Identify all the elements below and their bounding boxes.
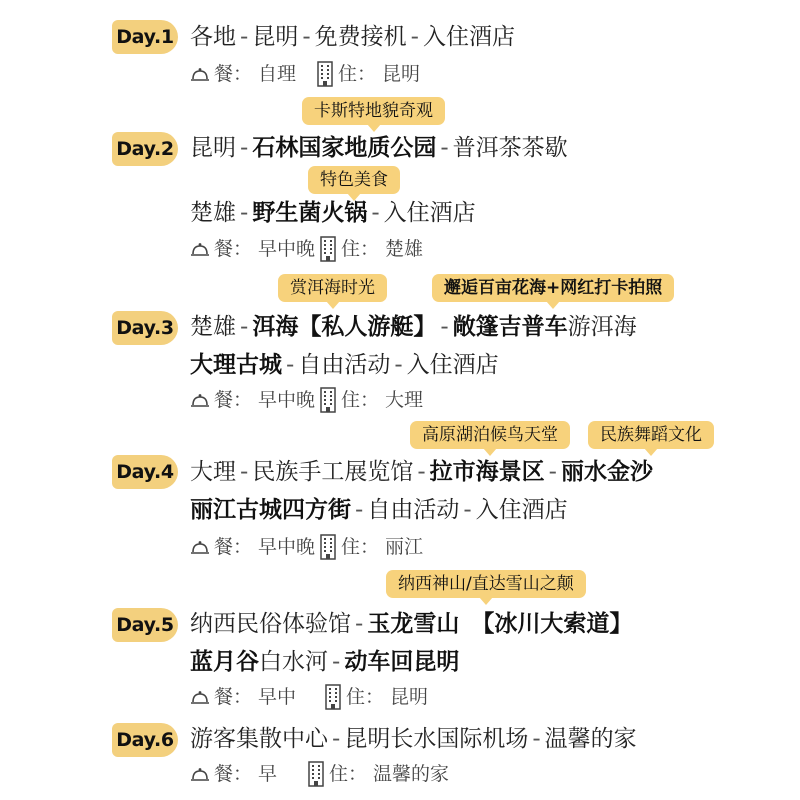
- day-2-route-1: [190, 132, 568, 164]
- route-separator: -: [371, 200, 380, 226]
- route-separator: -: [440, 135, 449, 161]
- day-1-route: [190, 21, 515, 53]
- day-5-tag-snow-mountain: 纳西神山/直达雪山之颠: [386, 570, 586, 598]
- route-stop: 纳西民俗体验馆: [190, 611, 351, 637]
- meal-label: 餐：: [214, 536, 253, 558]
- building-icon: [319, 387, 337, 413]
- stay-value: 丽江: [385, 536, 424, 558]
- day-4-route-2: [190, 494, 568, 526]
- day-1-info: [190, 61, 420, 87]
- day-6-route: [190, 723, 637, 755]
- stay-label: 住：: [341, 536, 380, 558]
- building-icon: [316, 61, 334, 87]
- building-icon: [307, 761, 325, 787]
- route-separator: -: [355, 497, 364, 523]
- route-highlight: 丽水金沙: [560, 459, 653, 485]
- route-stop: 昆明: [252, 24, 299, 50]
- route-stop: 入住酒店: [406, 352, 499, 378]
- dish-cover-icon: [190, 391, 210, 409]
- route-stop: 游洱海: [567, 314, 637, 340]
- route-separator: -: [355, 611, 364, 637]
- day-4-route-1: [190, 456, 653, 488]
- day-2-route-2: [190, 197, 476, 229]
- route-stop: 楚雄: [190, 200, 236, 226]
- route-separator: -: [548, 459, 557, 485]
- day-4-badge: Day.4: [112, 455, 178, 489]
- day-6-info: [190, 761, 449, 787]
- day-5-info: [190, 684, 428, 710]
- route-separator: -: [332, 649, 341, 675]
- meal-value: 早: [258, 763, 278, 785]
- dish-cover-icon: [190, 65, 210, 83]
- stay-label: 住：: [341, 389, 380, 411]
- day-4-tag-dance: 民族舞蹈文化: [588, 421, 714, 449]
- route-separator: -: [417, 459, 426, 485]
- building-icon: [319, 236, 337, 262]
- route-stop: 游客集散中心: [190, 726, 328, 752]
- stay-value: 昆明: [390, 686, 429, 708]
- route-stop: 入住酒店: [383, 200, 476, 226]
- route-highlight: 洱海【私人游艇】: [252, 314, 437, 340]
- route-highlight: 石林国家地质公园: [252, 135, 437, 161]
- day-2-tag-karst: 卡斯特地貌奇观: [302, 97, 445, 125]
- stay-value: 温馨的家: [373, 763, 450, 785]
- day-5-route-1: [190, 608, 632, 640]
- stay-label: 住：: [329, 763, 368, 785]
- route-stop: 入住酒店: [475, 497, 568, 523]
- meal-label: 餐：: [214, 389, 253, 411]
- route-stop: 入住酒店: [422, 24, 515, 50]
- route-stop: 昆明长水国际机场: [344, 726, 529, 752]
- route-stop: 普洱茶茶歇: [452, 135, 568, 161]
- route-separator: -: [532, 726, 541, 752]
- route-separator: -: [302, 24, 311, 50]
- route-stop: 民族手工展览馆: [252, 459, 414, 485]
- route-highlight: 蓝月谷: [190, 649, 259, 675]
- route-stop: 自由活动: [367, 497, 460, 523]
- stay-label: 住：: [341, 238, 380, 260]
- route-stop: 各地: [190, 24, 236, 50]
- day-4-tag-lake: 高原湖泊候鸟天堂: [410, 421, 570, 449]
- route-separator: -: [440, 314, 449, 340]
- meal-value: 早中晚: [258, 389, 316, 411]
- route-separator: -: [240, 200, 249, 226]
- route-highlight: 敞篷吉普车: [452, 314, 568, 340]
- route-separator: -: [240, 135, 249, 161]
- stay-label: 住：: [338, 63, 377, 85]
- day-5-badge: Day.5: [112, 608, 178, 642]
- route-stop: 大理: [190, 459, 236, 485]
- route-highlight: 大理古城: [190, 352, 282, 378]
- day-2-badge: Day.2: [112, 132, 178, 166]
- meal-value: 自理: [258, 63, 297, 85]
- day-2-info: [190, 236, 423, 262]
- day-3-tag-flowers: 邂逅百亩花海+网红打卡拍照: [432, 274, 674, 302]
- route-highlight: 玉龙雪山: [367, 611, 460, 637]
- day-3-badge: Day.3: [112, 311, 178, 345]
- stay-value: 楚雄: [385, 238, 424, 260]
- route-stop: 免费接机: [314, 24, 407, 50]
- day-5-route-2: [190, 646, 459, 678]
- route-separator: -: [410, 24, 419, 50]
- route-highlight: 动车回昆明: [344, 649, 460, 675]
- day-2-tag-food: 特色美食: [308, 166, 400, 194]
- day-3-route-1: [190, 311, 637, 343]
- route-separator: -: [394, 352, 403, 378]
- day-1-badge: Day.1: [112, 20, 178, 54]
- route-highlight: 拉市海景区: [429, 459, 545, 485]
- stay-value: 昆明: [382, 63, 421, 85]
- dish-cover-icon: [190, 688, 210, 706]
- route-stop: 楚雄: [190, 314, 236, 340]
- building-icon: [319, 534, 337, 560]
- day-3-route-2: [190, 349, 499, 381]
- meal-label: 餐：: [214, 763, 253, 785]
- route-separator: -: [463, 497, 472, 523]
- route-stop: 温馨的家: [544, 726, 637, 752]
- meal-label: 餐：: [214, 63, 253, 85]
- route-stop: 自由活动: [298, 352, 391, 378]
- route-stop: 昆明: [190, 135, 236, 161]
- dish-cover-icon: [190, 765, 210, 783]
- stay-label: 住：: [346, 686, 385, 708]
- route-separator: -: [332, 726, 341, 752]
- meal-value: 早中晚: [258, 238, 316, 260]
- route-separator: -: [240, 314, 249, 340]
- meal-value: 早中: [258, 686, 297, 708]
- day-3-tag-erhai: 赏洱海时光: [278, 274, 387, 302]
- route-separator: -: [240, 459, 249, 485]
- meal-label: 餐：: [214, 686, 253, 708]
- route-stop: 白水河: [259, 649, 328, 675]
- route-highlight: 野生菌火锅: [252, 200, 368, 226]
- building-icon: [324, 684, 342, 710]
- route-highlight: 【冰川大索道】: [471, 611, 633, 637]
- route-separator: -: [240, 24, 249, 50]
- stay-value: 大理: [385, 389, 424, 411]
- route-separator: -: [286, 352, 295, 378]
- meal-value: 早中晚: [258, 536, 316, 558]
- dish-cover-icon: [190, 538, 210, 556]
- meal-label: 餐：: [214, 238, 253, 260]
- day-6-badge: Day.6: [112, 723, 178, 757]
- route-highlight: 丽江古城四方街: [190, 497, 351, 523]
- day-3-info: [190, 387, 423, 413]
- day-4-info: [190, 534, 423, 560]
- dish-cover-icon: [190, 240, 210, 258]
